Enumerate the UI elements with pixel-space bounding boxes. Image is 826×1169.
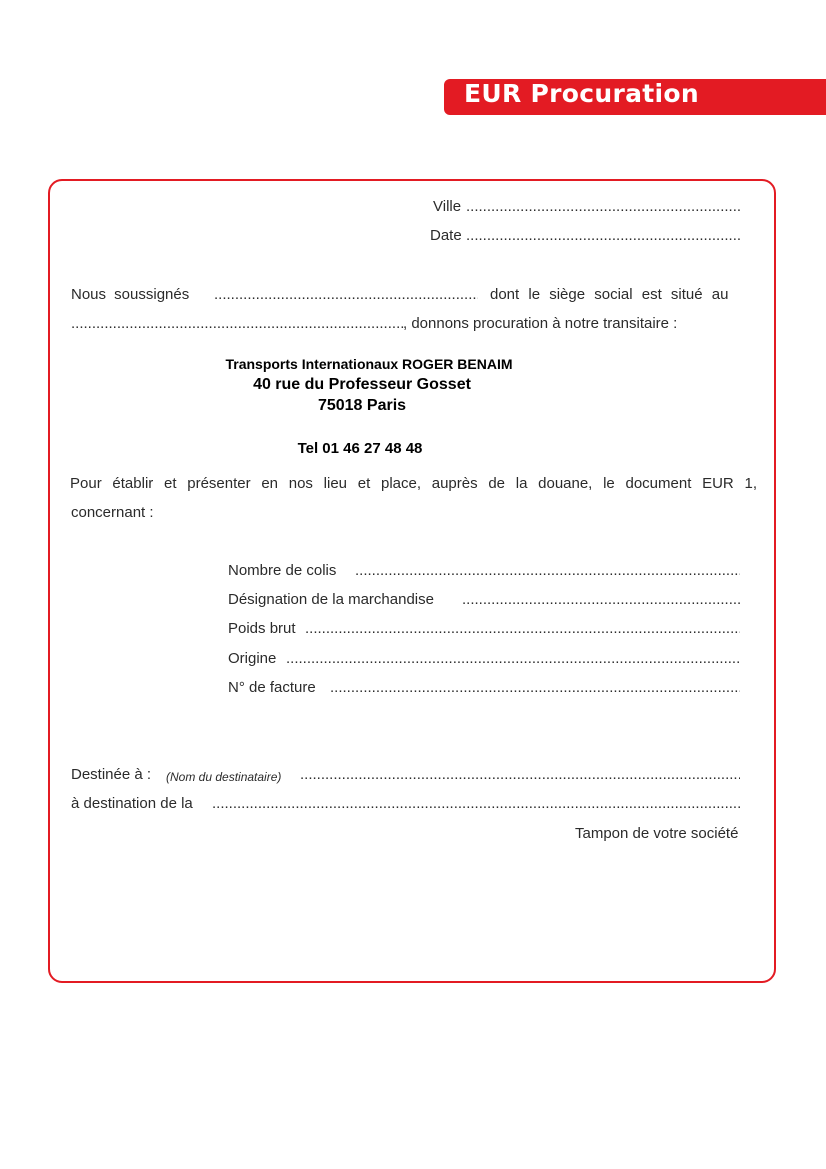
para1-tail: , donnons procuration à notre transitaire :	[403, 315, 678, 332]
designation-field[interactable]	[462, 591, 740, 609]
destination-field[interactable]	[212, 795, 740, 813]
header-banner	[444, 79, 826, 115]
nombre-colis-label: Nombre de colis	[228, 562, 337, 579]
para1-dont: dont le siège social est situé au	[490, 286, 729, 303]
facture-label: N° de facture	[228, 679, 316, 696]
poids-brut-field[interactable]	[305, 620, 740, 638]
nombre-colis-field[interactable]	[355, 562, 740, 580]
poids-brut-label: Poids brut	[228, 620, 296, 637]
transitaire-name: Transports Internationaux ROGER BENAIM	[225, 356, 513, 372]
para1-nous: Nous soussignés	[71, 286, 190, 303]
page-title: EUR Procuration	[464, 79, 699, 108]
transitaire-city: 75018 Paris	[317, 397, 407, 414]
date-label: Date	[430, 227, 462, 244]
facture-field[interactable]	[330, 679, 740, 697]
destinee-field[interactable]	[300, 766, 740, 784]
transitaire-address: 40 rue du Professeur Gosset	[253, 376, 471, 393]
date-field[interactable]	[466, 227, 740, 245]
designation-label: Désignation de la marchandise	[228, 591, 434, 608]
company-address-field[interactable]	[71, 315, 404, 333]
ville-label: Ville	[433, 198, 462, 215]
ville-field[interactable]	[466, 198, 740, 216]
para2-line1: Pour établir et présenter en nos lieu et place, auprès de la douane, le document EUR 1,	[70, 475, 757, 492]
origine-field[interactable]	[286, 650, 740, 668]
origine-label: Origine	[228, 650, 277, 667]
destinee-label: Destinée à :	[71, 766, 152, 783]
tampon-label: Tampon de votre société	[575, 825, 739, 842]
destination-label: à destination de la	[71, 795, 193, 812]
para2-line2: concernant :	[71, 504, 154, 521]
transitaire-tel: Tel 01 46 27 48 48	[297, 440, 423, 457]
company-name-field[interactable]	[214, 286, 478, 304]
destinee-hint: (Nom du destinataire)	[166, 770, 282, 784]
